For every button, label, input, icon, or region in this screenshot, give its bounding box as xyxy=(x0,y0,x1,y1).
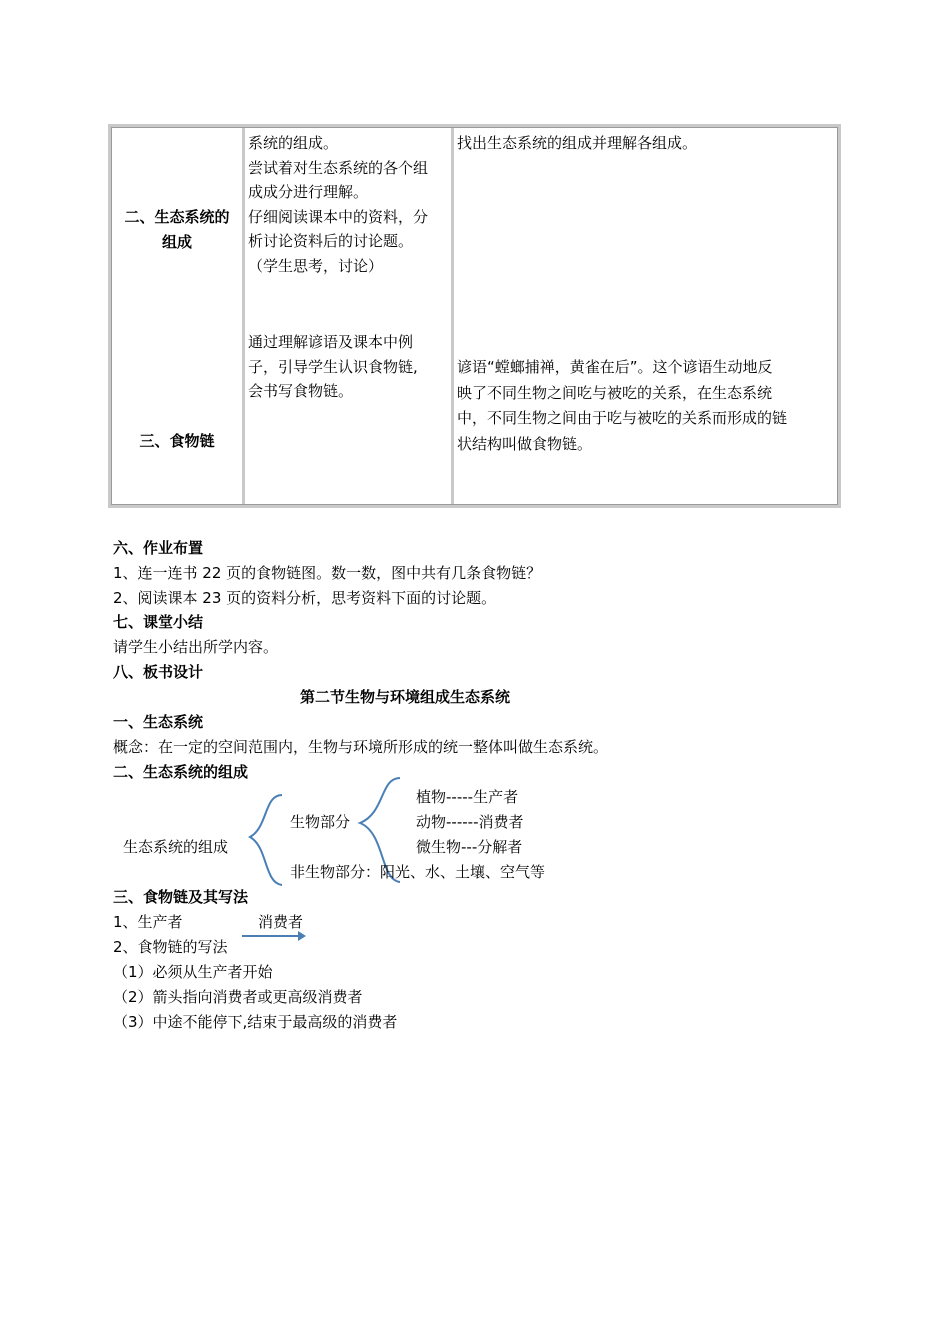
cell-line: 成成分进行理解。 xyxy=(248,183,369,201)
rule-item: （3）中途不能停下,结束于最高级的消费者 xyxy=(113,1013,398,1031)
table-column-divider xyxy=(242,128,245,504)
cell-line: 系统的组成。 xyxy=(248,134,339,152)
row-label-composition xyxy=(112,205,242,255)
activity-cell-composition xyxy=(248,131,453,278)
homework-item: 1、连一连书 22 页的食物链图。数一数，图中共有几条食物链？ xyxy=(113,564,542,582)
diagram-plant-label: 植物-----生产者 xyxy=(416,788,519,806)
summary-text: 请学生小结出所学内容。 xyxy=(113,638,279,656)
cell-line: 中，不同生物之间由于吃与被吃的关系而形成的链 xyxy=(457,409,788,427)
cell-line: 尝试着对生态系统的各个组 xyxy=(248,158,429,177)
section-heading-food-chain: 三、食物链及其写法 xyxy=(113,888,249,906)
cell-line: 通过理解谚语及课本中例 xyxy=(248,333,414,351)
cell-line: 状结构叫做食物链。 xyxy=(457,434,593,453)
row-label-line: 二、生态系统的 xyxy=(124,208,230,226)
cell-line: 子，引导学生认识食物链, xyxy=(248,357,418,376)
food-chain-producer: 1、生产者 xyxy=(113,913,183,931)
cell-line: 析讨论资料后的讨论题。 xyxy=(248,232,414,250)
cell-line: 谚语“螳螂捕禅，黄雀在后”。这个谚语生动地反 xyxy=(457,358,773,376)
diagram-bio-label: 生物部分 xyxy=(290,813,351,831)
section-heading-composition: 二、生态系统的组成 xyxy=(113,763,249,781)
cell-line: 找出生态系统的组成并理解各组成。 xyxy=(457,134,698,152)
homework-heading: 六、作业布置 xyxy=(113,539,204,557)
diagram-root-label: 生态系统的组成 xyxy=(123,838,229,856)
food-chain-consumer: 消费者 xyxy=(258,913,304,931)
section-heading-ecosystem: 一、生态系统 xyxy=(113,713,204,731)
activity-cell-food-chain xyxy=(248,330,453,404)
summary-heading: 七、课堂小结 xyxy=(113,613,204,631)
left-brace-icon xyxy=(250,795,282,885)
cell-line: 会书写食物链。 xyxy=(248,382,354,400)
rule-item: （1）必须从生产者开始 xyxy=(113,963,273,981)
cell-line: （学生思考，讨论） xyxy=(248,256,384,275)
cell-line: 仔细阅读课本中的资料，分 xyxy=(248,207,429,226)
diagram-animal-label: 动物------消费者 xyxy=(416,813,524,831)
row-label-line: 组成 xyxy=(161,233,192,251)
board-title: 第二节生物与环境组成生态系统 xyxy=(300,688,511,706)
rule-item: （2）箭头指向消费者或更高级消费者 xyxy=(113,988,363,1006)
content-cell-composition xyxy=(457,131,841,156)
board-heading: 八、板书设计 xyxy=(113,663,204,681)
cell-line: 映了不同生物之间吃与被吃的关系，在生态系统 xyxy=(457,383,773,402)
diagram-nonbio-label: 非生物部分：阳光、水、土壤、空气等 xyxy=(290,863,546,881)
content-cell-food-chain xyxy=(457,355,841,457)
row-label-line: 三、食物链 xyxy=(139,432,215,450)
row-label-food-chain xyxy=(112,429,242,454)
food-chain-writing-heading: 2、食物链的写法 xyxy=(113,938,228,956)
ecosystem-definition: 概念：在一定的空间范围内，生物与环境所形成的统一整体叫做生态系统。 xyxy=(113,738,609,756)
arrow-right-icon xyxy=(240,928,310,944)
diagram-micro-label: 微生物---分解者 xyxy=(416,838,523,856)
homework-item: 2、阅读课本 23 页的资料分析，思考资料下面的讨论题。 xyxy=(113,589,497,607)
